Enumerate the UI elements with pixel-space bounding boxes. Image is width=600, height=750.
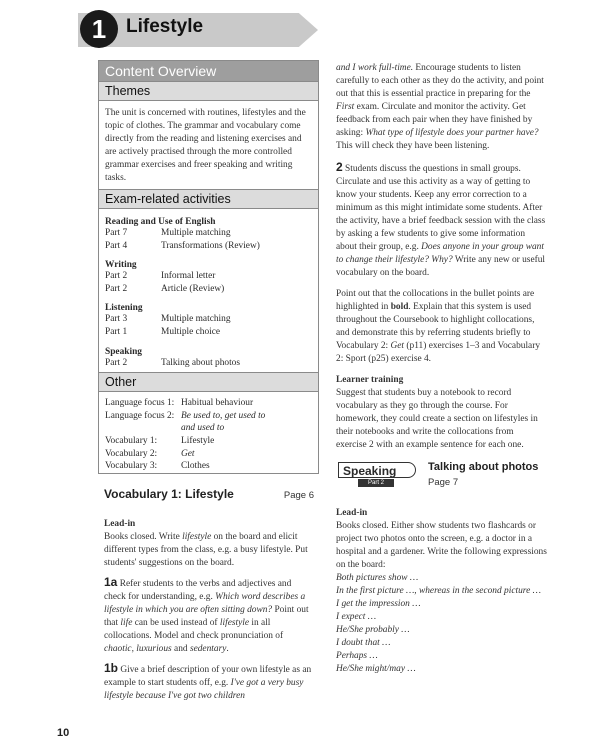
speaking-badge-label: Speaking <box>338 462 416 478</box>
expression-item: In the first picture …, whereas in the second picture … <box>336 586 541 596</box>
leadin-text: Books closed. Write lifestyle on the board and elicit different types from the class, e.g. a busy lifestyle. Put students' suggestions on the board. <box>104 532 308 568</box>
speaking-leadin-text: Books closed. Either show students two flashcards or project two photos onto the screen, e.g. a doctor in a hospital and a gardener. Write the following expressions on the board: <box>336 521 547 570</box>
exam-activities-heading: Exam-related activities <box>99 189 318 209</box>
exam-group-reading <box>99 217 318 252</box>
exam-row: Part 7 Multiple matching <box>105 228 231 238</box>
exam-row: Part 3 Multiple matching <box>105 314 231 325</box>
expression-item: I expect … <box>336 612 377 622</box>
exam-row: Part 2 Article (Review) <box>105 283 225 294</box>
expression-item: Perhaps … <box>336 651 378 661</box>
expression-item: He/She probably … <box>336 625 410 635</box>
other-list <box>99 392 318 473</box>
exam-group-speaking <box>99 347 318 370</box>
exam-group-title: Listening <box>105 303 143 314</box>
speaking-leadin-heading: Lead-in <box>336 508 368 518</box>
vocabulary-title: Vocabulary 1: Lifestyle <box>104 487 234 501</box>
other-row: Vocabulary 2: Get <box>105 448 195 459</box>
expression-item: Both pictures show … <box>336 573 419 583</box>
exam-group-listening <box>99 303 318 338</box>
expression-item: He/She might/may … <box>336 664 416 674</box>
themes-text: The unit is concerned with routines, lifestyles and the topic of clothes. The grammar and vocabulary come directly from the reading and listening exercises and are actively practised through the more controlled grammar exercises and freer speaking and writing tasks. <box>105 108 306 183</box>
speaking-part-label: Part 2 <box>358 479 394 487</box>
exam-group-title: Speaking <box>105 346 142 357</box>
exam-row: Part 2 Informal letter <box>105 271 216 282</box>
exam-group-writing <box>99 260 318 295</box>
exam-row: Part 4 Transformations (Review) <box>105 240 260 251</box>
step-1a: 1a Refer students to the verbs and adjectives and check for understanding, e.g. Which word describes a lifestyle in which you are often sitting down? Point out that life can be used instead of lifestyle in all collocations. Model and check pronunciation of chaotic, luxurious and sedentary. <box>104 575 309 654</box>
other-heading: Other <box>99 372 318 392</box>
other-row: and used to <box>181 423 225 434</box>
vocabulary-page-ref: Page 6 <box>283 490 314 501</box>
other-row: Language focus 1: Habitual behaviour <box>105 398 254 409</box>
expression-item: I get the impression … <box>336 599 421 609</box>
exam-group-title: Writing <box>105 260 137 271</box>
chapter-number-badge: 1 <box>80 10 118 48</box>
other-row: Language focus 2: Be used to, get used to <box>105 410 266 421</box>
speaking-title: Talking about photos <box>428 461 539 473</box>
speaking-section <box>336 501 548 676</box>
other-row: Vocabulary 1: Lifestyle <box>105 435 215 446</box>
exam-row: Part 1 Multiple choice <box>105 326 221 337</box>
right-column <box>336 62 546 452</box>
leadin-heading: Lead-in <box>104 519 136 529</box>
step-2: 2 Students discuss the questions in small groups. Circulate and use this activity as a way of getting to know your students. Keep any error correction to a minimum as this might intimidate some students. After the activity, have a brief feedback session with the class by asking a few students to give some information about their group, e.g. Does anyone in your group want to change their lifestyle? Why? Write any new or useful vocabulary on the board. <box>336 160 546 278</box>
continued-paragraph: and I work full-time. Encourage students to listen carefully to each other as they do the activity, and point out that this is essential practice in preparing for the First exam. Circulate and monitor the activity. Get feedback from each pair when they have finished by asking: What type of lifestyle does your partner have? This will check they have been listening. <box>336 63 544 151</box>
expression-item: I doubt that … <box>336 638 391 648</box>
vocabulary-section <box>104 488 314 703</box>
learner-training-heading: Learner training <box>336 375 404 385</box>
learner-training-text: Suggest that students buy a notebook to record vocabulary as they go through the course. For homework, they could create a section on lifestyles in their notebooks and write the collocations from exercise 2 with an example sentence for each one. <box>336 388 538 450</box>
content-overview-box <box>98 60 319 474</box>
collocations-paragraph: Point out that the collocations in the bullet points are highlighted in bold. Explain that this system is used throughout the Coursebook to highlight collocations, and demonstrate this by referring students briefly to Vocabulary 2: Get (p11) exercises 1–3 and Vocabulary 2: Sport (p25) exercise 4. <box>336 289 541 364</box>
step-1b: 1b Give a brief description of your own lifestyle as an example to start students off, e.g. I've got a very busy lifestyle because I've got two children <box>104 661 312 701</box>
speaking-badge <box>338 462 418 490</box>
content-overview-title: Content Overview <box>99 61 318 81</box>
other-row: Vocabulary 3: Clothes <box>105 461 210 472</box>
themes-heading: Themes <box>99 81 318 101</box>
chapter-title: Lifestyle <box>126 16 204 37</box>
exam-row: Part 2 Talking about photos <box>105 357 241 368</box>
speaking-page-ref: Page 7 <box>428 477 459 488</box>
exam-group-title: Reading and Use of English <box>105 217 216 227</box>
page-number: 10 <box>57 727 70 739</box>
